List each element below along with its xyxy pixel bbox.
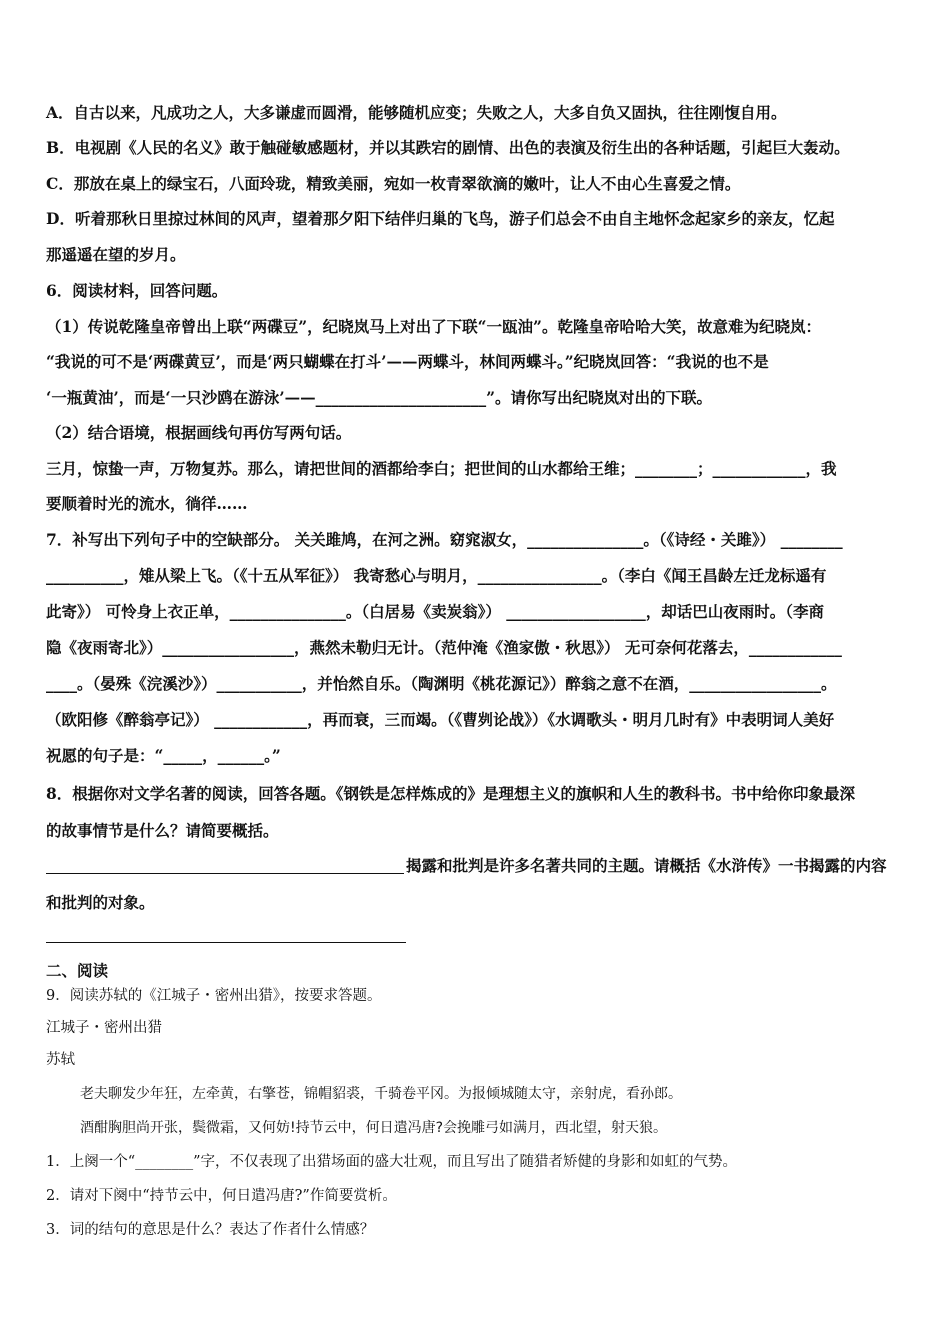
option-text: 那放在桌上的绿宝石，八面玲珑，精致美丽，宛如一枚青翠欲滴的嫩叶，让人不由心生喜爱之情。 xyxy=(73,174,741,193)
option-b xyxy=(46,138,850,158)
option-d-cont: 那遥遥在望的岁月。 xyxy=(46,245,186,264)
answer-blank-line[interactable] xyxy=(46,873,404,874)
q6-p2-line: 要顺着时光的流水，徜徉…… xyxy=(46,494,248,513)
q8-line: 的故事情节是什么？请简要概括。 xyxy=(46,821,279,840)
q7-line: ____。（晏殊《浣溪沙》）___________，并怡然自乐。（陶渊明《桃花源记》）醉翁之意不在酒，_________________。 xyxy=(46,674,837,693)
q8-line: 8．根据你对文学名著的阅读，回答各题。《钢铁是怎样炼成的》是理想主义的旗帜和人生的教科书。书中给你印象最深 xyxy=(46,784,856,803)
q9-subquestion: 1．上阕一个“________”字，不仅表现了出猎场面的盛大壮观，而且写出了随猎者矫健的身影和如虹的气势。 xyxy=(46,1154,738,1170)
option-text: 自古以来，凡成功之人，大多谦虚而圆滑，能够随机应变；失败之人，大多自负又固执，往往刚愎自用。 xyxy=(73,103,787,122)
option-label: A． xyxy=(46,103,74,122)
q7-line: 7．补写出下列句子中的空缺部分。 关关雎鸠，在河之洲。窈窕淑女，_______________。（《诗经・关雎》） ________ xyxy=(46,530,843,549)
option-label: B． xyxy=(46,138,75,157)
option-text: 听着那秋日里掠过林间的风声，望着那夕阳下结伴归巢的飞鸟，游子们总会不由自主地怀念起家乡的亲友，忆起 xyxy=(74,209,835,228)
option-c xyxy=(46,174,740,194)
poem-author: 苏轼 xyxy=(46,1052,75,1068)
q9-title: 9．阅读苏轼的《江城子・密州出猎》，按要求答题。 xyxy=(46,988,382,1004)
poem-title: 江城子・密州出猎 xyxy=(46,1020,162,1036)
option-text: 电视剧《人民的名义》敢于触碰敏感题材，并以其跌宕的剧情、出色的表演及衍生出的各种话题，引起巨大轰动。 xyxy=(74,138,850,157)
q6-p1-line: （1）传说乾隆皇帝曾出上联“两碟豆”，纪晓岚马上对出了下联“一瓯油”。乾隆皇帝哈哈大笑，故意难为纪晓岚： xyxy=(46,317,821,336)
q7-line: 隐《夜雨寄北》）_________________，燕然未勒归无计。（范仲淹《渔家傲・秋思》） 无可奈何花落去，____________ xyxy=(46,638,842,657)
option-label: D． xyxy=(46,209,75,228)
poem-stanza: 酒酣胸胆尚开张，鬓微霜，又何妨!持节云中，何日遣冯唐?会挽雕弓如满月，西北望，射天狼。 xyxy=(80,1120,668,1136)
q6-p2-line: 三月，惊蛰一声，万物复苏。那么，请把世间的酒都给李白；把世间的山水都给王维；________；____________，我 xyxy=(46,459,837,478)
option-label: C． xyxy=(46,174,74,193)
q6-p2-title: （2）结合语境，根据画线句再仿写两句话。 xyxy=(46,423,352,442)
q7-line: 祝愿的句子是：“_____，______。” xyxy=(46,746,281,765)
q6-title: 6．阅读材料，回答问题。 xyxy=(46,281,228,300)
answer-blank-line[interactable] xyxy=(46,942,406,943)
section-heading: 二、阅读 xyxy=(46,961,109,980)
q7-line: （欧阳修《醉翁亭记》） ____________，再而衰，三而竭。（《曹刿论战》）《水调歌头・明月几时有》中表明词人美好 xyxy=(46,710,835,729)
option-d xyxy=(46,209,834,229)
q9-subquestion: 3．词的结句的意思是什么？表达了作者什么情感？ xyxy=(46,1222,375,1238)
q6-p1-line: ‘一瓶黄油’，而是‘一只沙鸥在游泳’——______________________”。请你写出纪晓岚对出的下联。 xyxy=(46,388,713,407)
q6-p1-line: “我说的可不是‘两碟黄豆’，而是‘两只蝴蝶在打斗’——两蝶斗，林间两蝶斗。”纪晓岚回答：“我说的也不是 xyxy=(46,352,769,371)
q9-subquestion: 2．请对下阕中“持节云中，何日遣冯唐?”作简要赏析。 xyxy=(46,1188,397,1204)
q7-line: __________，雉从梁上飞。（《十五从军征》） 我寄愁心与明月，________________。（李白《闻王昌龄左迁龙标遥有 xyxy=(46,566,827,585)
q7-line: 此寄》） 可怜身上衣正单，_______________。（白居易《卖炭翁》） __________________，却话巴山夜雨时。（李商 xyxy=(46,602,825,621)
option-a xyxy=(46,103,787,123)
poem-stanza: 老夫聊发少年狂，左牵黄，右擎苍，锦帽貂裘，千骑卷平冈。为报倾城随太守，亲射虎，看孙郎。 xyxy=(80,1086,682,1102)
q8-line: 揭露和批判是许多名著共同的主题。请概括《水浒传》一书揭露的内容 xyxy=(406,856,887,875)
q8-line: 和批判的对象。 xyxy=(46,893,155,912)
